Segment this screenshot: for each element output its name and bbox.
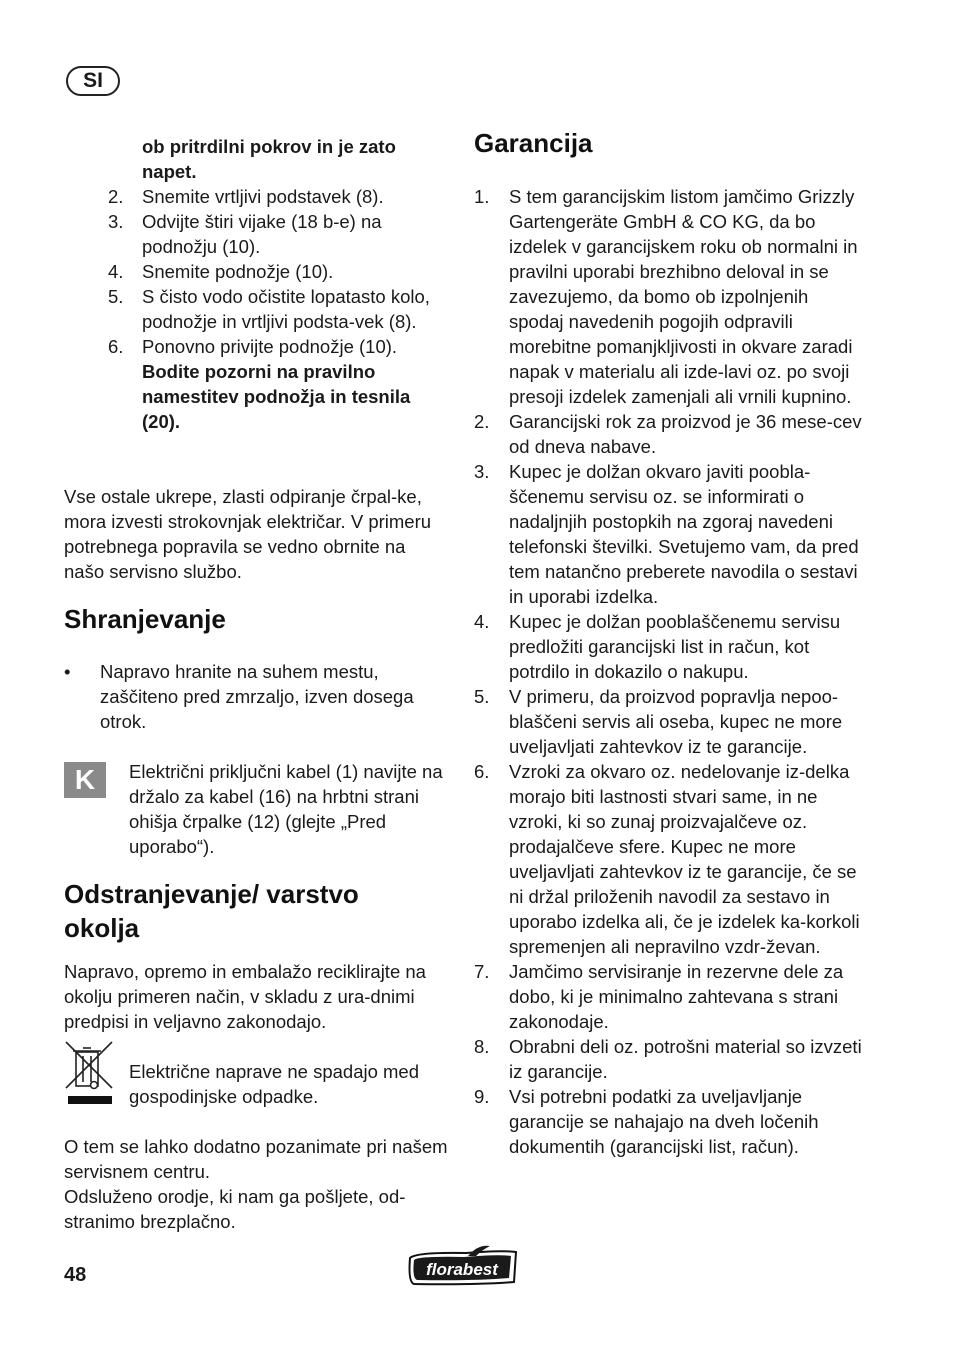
warranty-item-number: 9. [474, 1086, 490, 1107]
warranty-item-text: Garancijski rok za proizvod je 36 mese-cev od dneva nabave. [509, 411, 862, 457]
warranty-item-number: 5. [474, 686, 490, 707]
warranty-item-number: 6. [474, 761, 490, 782]
continued-warning: ob pritrdilni pokrov in je zato napet. [142, 136, 396, 182]
warranty-item-text: Vsi potrebni podatki za uveljavljanje garancije se nahajajo na dveh ločenih dokumentih (garancijski list, račun). [509, 1086, 819, 1157]
warranty-item-text: Kupec je dolžan okvaro javiti poobla-ščenemu servisu oz. se informirati o nadaljnjih postopkih na zgoraj navedeni telefonski številki. Svetujemo vam, da pred tem natančno preberete navodila o sestavi in uporabi izdelka. [509, 461, 859, 607]
warranty-item-number: 1. [474, 186, 490, 207]
logo-wordmark: florabest [426, 1260, 498, 1279]
warranty-item [474, 759, 864, 959]
weee-bin-icon [64, 1040, 114, 1106]
warranty-item [474, 409, 864, 459]
warranty-item [474, 684, 864, 759]
weee-text: Električne naprave ne spadajo med gospodinjske odpadke. [129, 1061, 420, 1107]
step-item [64, 334, 450, 434]
warranty-item-number: 4. [474, 611, 490, 632]
warranty-item [474, 1084, 864, 1159]
left-steps [64, 134, 450, 434]
step-text: Ponovno privijte podnožje (10). [142, 336, 398, 357]
warranty-item-text: Obrabni deli oz. potrošni material so izvzeti iz garancije. [509, 1036, 862, 1082]
step-item [64, 284, 450, 334]
step-text: Snemite podnožje (10). [142, 261, 334, 282]
storage-bullet: • [64, 661, 71, 682]
step-warning: Bodite pozorni na pravilno namestitev podnožja in tesnila (20). [142, 361, 411, 432]
disposal-text: Napravo, opremo in embalažo reciklirajte na okolju primeren način, v skladu z ura-dnimi predpisi in veljavno zakonodajo. [64, 961, 426, 1032]
step-item [64, 209, 450, 259]
step-number: 5. [108, 286, 124, 307]
repair-paragraph: Vse ostale ukrepe, zlasti odpiranje črpal-ke, mora izvesti strokovnjak električar. V primeru potrebnega popravila se vedno obrnite na našo servisno službo. [64, 486, 432, 582]
warranty-item-number: 3. [474, 461, 490, 482]
warranty-item-number: 7. [474, 961, 490, 982]
free-disposal-text: Odsluženo orodje, ki nam ga pošljete, od-stranimo brezplačno. [64, 1186, 406, 1232]
warranty-list [474, 184, 864, 1159]
storage-heading: Shranjevanje [64, 604, 226, 634]
disposal-heading: Odstranjevanje/ varstvo okolja [64, 879, 359, 943]
step-item [64, 184, 450, 209]
step-text: S čisto vodo očistite lopatasto kolo, podnožje in vrtljivi podsta-vek (8). [142, 286, 430, 332]
warranty-item-text: V primeru, da proizvod popravlja nepoo-blaščeni servis ali oseba, kupec ne more uveljavljati zahtevkov iz te garancije. [509, 686, 843, 757]
warranty-item-text: S tem garancijskim listom jamčimo Grizzly Gartengeräte GmbH & CO KG, da bo izdelek v garancijskem roku ob normalni in pravilni uporabi brezhibno deloval in se zavezujemo, da bomo ob izpolnjenih spodaj navedenih pogojih odpravili morebitne pomanjkljivosti in okvare zaradi napak v materialu ali izde-lavi oz. po svoji presoji izdelek zamenjali ali vrnili kupnino. [509, 186, 858, 407]
warranty-item [474, 1034, 864, 1084]
step-item [64, 259, 450, 284]
cleaning-steps-list [64, 184, 450, 434]
step-number: 2. [108, 186, 124, 207]
warranty-item-text: Kupec je dolžan pooblaščenemu servisu predložiti garancijski list in račun, kot potrdilo in dokazilo o nakupu. [509, 611, 841, 682]
page-number: 48 [64, 1264, 87, 1286]
step-number: 6. [108, 336, 124, 357]
florabest-logo [406, 1244, 520, 1290]
warranty-item-text: Vzroki za okvaro oz. nedelovanje iz-delka morajo biti lastnosti stvari same, in ne vzroki, ki so zunaj proizvajalčeve oz. prodajalčeve sfere. Kupec ne more uveljavljati zahtevkov iz te garancije, če se ni držal priloženih navodil za sestavo in uporabo izdelka ali, če je izdelek ka-korkoli spremenjen ali nepravilno vzdr-ževan. [509, 761, 860, 957]
storage-text: Napravo hranite na suhem mestu, zaščiteno pred zmrzaljo, izven dosega otrok. [100, 661, 414, 732]
step-number: 3. [108, 211, 124, 232]
cable-note-text: Električni priključni kabel (1) navijte na držalo za kabel (16) na hrbtni strani ohišja črpalke (12) (glejte „Pred uporabo“). [129, 761, 443, 857]
warranty-item-number: 2. [474, 411, 490, 432]
step-text: Odvijte štiri vijake (18 b-e) na podnožju (10). [142, 211, 382, 257]
warranty-item-number: 8. [474, 1036, 490, 1057]
warranty-heading: Garancija [474, 128, 593, 158]
language-badge: SI [66, 66, 120, 96]
step-text: Snemite vrtljivi podstavek (8). [142, 186, 384, 207]
service-info-text: O tem se lahko dodatno pozanimate pri našem servisnem centru. [64, 1136, 448, 1182]
warranty-item [474, 459, 864, 609]
warranty-item [474, 184, 864, 409]
step-number: 4. [108, 261, 124, 282]
warranty-item [474, 959, 864, 1034]
warranty-item-text: Jamčimo servisiranje in rezervne dele za dobo, ki je minimalno zahtevana s strani zakonodaje. [509, 961, 844, 1032]
warranty-item [474, 609, 864, 684]
k-note-icon: K [64, 762, 106, 798]
warranty-section [474, 184, 864, 1159]
